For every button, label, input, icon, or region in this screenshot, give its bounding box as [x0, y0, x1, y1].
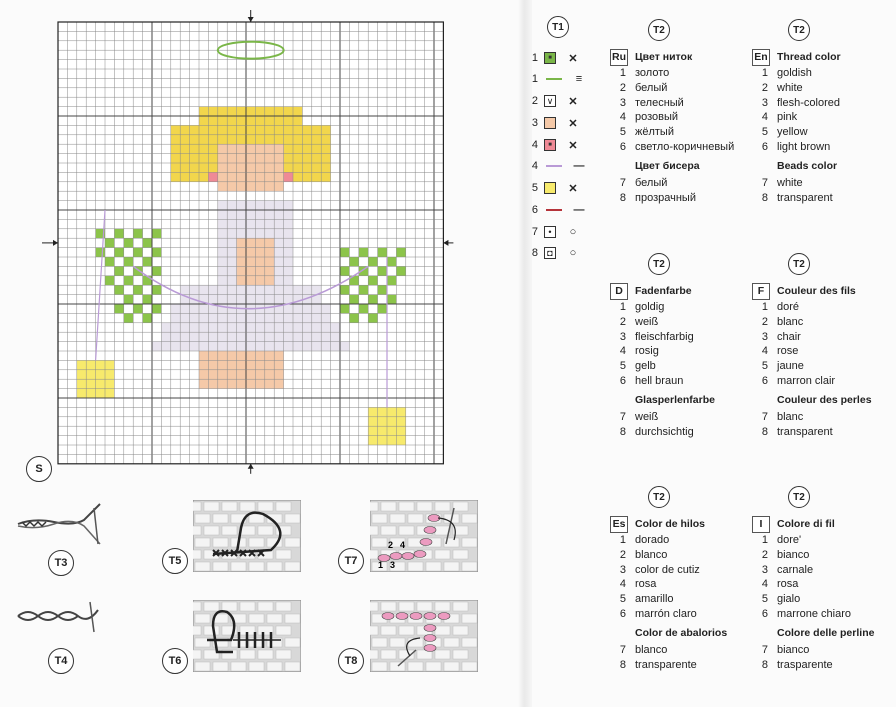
thread-row [610, 533, 727, 548]
thread-number: 5 [619, 126, 626, 139]
key-row [528, 93, 598, 109]
key-row [528, 137, 598, 153]
stitch-type-icon: ✕ [568, 95, 578, 108]
bead-row [610, 191, 734, 206]
key-row [528, 224, 598, 240]
language-code: I [752, 516, 770, 533]
key-header-badge: T1 [547, 16, 569, 38]
key-number: 7 [531, 226, 538, 238]
t6-illustration [193, 600, 301, 672]
stitch-type-icon: ✕ [568, 52, 578, 65]
thread-name: color de cutiz [635, 563, 700, 576]
key-row [528, 71, 598, 87]
t3-illustration [14, 500, 104, 548]
stitch-type-icon: ✕ [568, 139, 578, 152]
thread-name: bianco [777, 549, 810, 562]
thread-number: 6 [761, 140, 768, 153]
thread-name: doré [777, 301, 800, 314]
thread-name: rosa [635, 578, 657, 591]
bead-number: 8 [619, 426, 626, 439]
bead-row [610, 658, 727, 673]
color-swatch: ∨ [544, 95, 556, 107]
bead-number: 7 [761, 411, 768, 424]
bead-name: прозрачный [635, 192, 696, 205]
thread-number: 5 [761, 360, 768, 373]
key-number: 6 [531, 204, 538, 216]
t7-step-number: 3 [390, 560, 396, 570]
beads-color-title: Beads color [777, 160, 838, 173]
t7-step-number: 2 [388, 540, 394, 550]
thread-name: blanc [777, 316, 804, 329]
bead-number: 8 [761, 426, 768, 439]
thread-name: chair [777, 330, 801, 343]
bead-row [752, 176, 841, 191]
thread-number: 4 [619, 578, 626, 591]
thread-name: белый [635, 82, 668, 95]
thread-number: 5 [761, 126, 768, 139]
thread-row [610, 373, 715, 388]
thread-name: jaune [777, 360, 804, 373]
thread-row [752, 373, 872, 388]
thread-row [752, 110, 841, 125]
bead-number: 8 [619, 192, 626, 205]
language-code: Es [610, 516, 628, 533]
thread-name: gialo [777, 593, 801, 606]
language-block [752, 48, 841, 206]
thread-number: 1 [619, 301, 626, 314]
beads-color-title: Цвет бисера [635, 160, 700, 173]
thread-name: marrón claro [635, 607, 697, 620]
language-header [752, 48, 841, 66]
thread-number: 3 [619, 96, 626, 109]
language-block [752, 515, 874, 673]
thread-number: 2 [761, 549, 768, 562]
bead-name: transparente [635, 659, 697, 672]
thread-name: weiß [635, 316, 659, 329]
key-number: 1 [531, 52, 538, 64]
thread-name: dorado [635, 534, 670, 547]
thread-name: white [777, 82, 803, 95]
key-number: 8 [531, 247, 538, 259]
key-number: 3 [531, 117, 538, 129]
bead-number: 7 [619, 644, 626, 657]
color-swatch: • [544, 226, 556, 238]
bead-row [752, 191, 841, 206]
thread-row [610, 329, 715, 344]
key-row [528, 202, 598, 218]
t4-badge: T4 [48, 648, 74, 674]
thread-row [752, 562, 874, 577]
thread-row [610, 592, 727, 607]
thread-row [752, 344, 872, 359]
thread-color-title: Fadenfarbe [635, 285, 692, 297]
language-code: Ru [610, 49, 628, 66]
key-number: 4 [531, 160, 538, 172]
thread-row [610, 300, 715, 315]
thread-number: 3 [761, 330, 768, 343]
thread-row [610, 66, 734, 81]
thread-number: 2 [761, 316, 768, 329]
language-code: F [752, 283, 770, 300]
thread-name: rosa [777, 578, 799, 591]
t5-illustration [193, 500, 301, 572]
t4-illustration [14, 596, 104, 636]
color-swatch [544, 117, 556, 129]
thread-row [610, 315, 715, 330]
bead-name: blanco [635, 644, 668, 657]
bead-row [752, 425, 872, 440]
thread-name: goldish [777, 67, 812, 80]
bead-number: 8 [619, 659, 626, 672]
thread-name: marron clair [777, 374, 836, 387]
stitch-type-icon: ≡ [575, 73, 583, 85]
thread-number: 4 [761, 111, 768, 124]
thread-number: 3 [761, 563, 768, 576]
thread-row [752, 577, 874, 592]
thread-name: светло-коричневый [635, 140, 735, 153]
backstitch-line-swatch [546, 78, 562, 80]
thread-name: flesh-colored [777, 96, 840, 109]
thread-row [752, 329, 872, 344]
thread-name: blanco [635, 549, 668, 562]
thread-color-title: Thread color [777, 51, 841, 63]
t7-badge: T7 [338, 548, 364, 574]
chart-badge: S [26, 456, 52, 482]
thread-number: 3 [761, 96, 768, 109]
thread-name: hell braun [635, 374, 684, 387]
bead-row [752, 643, 874, 658]
thread-name: телесный [635, 96, 684, 109]
bead-row [610, 643, 727, 658]
stitch-type-icon: — [573, 160, 585, 172]
key-row [528, 158, 598, 174]
thread-number: 5 [619, 360, 626, 373]
language-header [752, 515, 874, 533]
thread-number: 6 [761, 607, 768, 620]
t2-badge-fr: T2 [788, 253, 810, 275]
key-number: 4 [531, 139, 538, 151]
thread-color-title: Colore di fil [777, 518, 835, 530]
thread-row [752, 592, 874, 607]
thread-name: розовый [635, 111, 679, 124]
thread-number: 6 [761, 374, 768, 387]
stitch-type-icon: ○ [569, 247, 577, 259]
thread-row [610, 139, 734, 154]
color-swatch: ■ [544, 139, 556, 151]
t2-badge-en: T2 [788, 19, 810, 41]
thread-number: 4 [761, 345, 768, 358]
chart-grid [42, 10, 470, 488]
backstitch-line-swatch [546, 209, 562, 211]
thread-row [752, 139, 841, 154]
color-swatch: ■ [544, 52, 556, 64]
language-block [610, 515, 727, 673]
thread-name: fleischfarbig [635, 330, 694, 343]
color-swatch: ◘ [544, 247, 556, 259]
thread-name: жёлтый [635, 126, 674, 139]
thread-row [610, 606, 727, 621]
stitch-type-icon: ✕ [568, 117, 578, 130]
bead-number: 8 [761, 192, 768, 205]
thread-number: 6 [619, 607, 626, 620]
key-number: 1 [531, 73, 538, 85]
bead-name: transparent [777, 426, 833, 439]
thread-row [752, 125, 841, 140]
stitch-type-icon: — [573, 204, 585, 216]
stitch-type-icon: ✕ [568, 182, 578, 195]
thread-row [610, 81, 734, 96]
beads-color-title: Glasperlenfarbe [635, 394, 715, 407]
language-block [610, 48, 734, 206]
thread-row [752, 81, 841, 96]
thread-row [752, 606, 874, 621]
key-number: 5 [531, 182, 538, 194]
thread-number: 4 [761, 578, 768, 591]
thread-name: dore' [777, 534, 802, 547]
thread-row [752, 533, 874, 548]
bead-name: transparent [777, 192, 833, 205]
bead-name: white [777, 177, 803, 190]
thread-name: pink [777, 111, 798, 124]
thread-number: 2 [761, 82, 768, 95]
bead-row [752, 658, 874, 673]
thread-name: gelb [635, 360, 656, 373]
thread-number: 4 [619, 111, 626, 124]
thread-number: 2 [619, 549, 626, 562]
thread-row [752, 300, 872, 315]
thread-row [610, 95, 734, 110]
thread-name: rose [777, 345, 799, 358]
thread-color-title: Цвет ниток [635, 51, 693, 63]
thread-number: 6 [619, 374, 626, 387]
thread-number: 5 [761, 593, 768, 606]
bead-name: trasparente [777, 659, 833, 672]
key-row [528, 115, 598, 131]
thread-number: 1 [619, 534, 626, 547]
bead-row [610, 425, 715, 440]
thread-number: 2 [619, 82, 626, 95]
key-number: 2 [531, 95, 538, 107]
thread-name: yellow [777, 126, 808, 139]
beads-color-title: Colore delle perline [777, 627, 875, 640]
t2-badge-it: T2 [788, 486, 810, 508]
thread-row [752, 548, 874, 563]
language-block [610, 282, 715, 440]
bead-number: 7 [761, 644, 768, 657]
thread-number: 5 [619, 593, 626, 606]
thread-number: 1 [619, 67, 626, 80]
thread-row [610, 359, 715, 374]
thread-row [610, 548, 727, 563]
t2-badge-ru: T2 [648, 19, 670, 41]
t2-badge-de: T2 [648, 253, 670, 275]
thread-name: rosig [635, 345, 659, 358]
t2-badge-es: T2 [648, 486, 670, 508]
beads-color-title: Color de abalorios [635, 627, 728, 640]
language-code: D [610, 283, 628, 300]
thread-number: 2 [619, 316, 626, 329]
thread-name: goldig [635, 301, 665, 314]
beads-color-title: Couleur des perles [777, 394, 872, 407]
thread-color-title: Color de hilos [635, 518, 706, 530]
thread-row [752, 359, 872, 374]
bead-name: blanc [777, 411, 804, 424]
language-header [610, 282, 715, 300]
bead-number: 7 [761, 177, 768, 190]
thread-name: amarillo [635, 593, 674, 606]
bead-number: 8 [761, 659, 768, 672]
thread-row [752, 315, 872, 330]
thread-row [610, 125, 734, 140]
bead-name: белый [635, 177, 668, 190]
bead-row [610, 176, 734, 191]
thread-row [752, 66, 841, 81]
key-row [528, 180, 598, 196]
thread-row [610, 110, 734, 125]
cross-stitch-chart [42, 10, 470, 488]
t6-badge: T6 [162, 648, 188, 674]
thread-row [610, 577, 727, 592]
language-header [752, 282, 872, 300]
thread-name: light brown [777, 140, 831, 153]
thread-number: 3 [619, 330, 626, 343]
thread-name: carnale [777, 563, 814, 576]
thread-name: marrone chiaro [777, 607, 851, 620]
language-code: En [752, 49, 770, 66]
color-swatch [544, 182, 556, 194]
thread-number: 6 [619, 140, 626, 153]
thread-number: 1 [761, 534, 768, 547]
t7-step-number: 4 [400, 540, 406, 550]
bead-name: weiß [635, 411, 659, 424]
t5-badge: T5 [162, 548, 188, 574]
thread-number: 1 [761, 67, 768, 80]
thread-row [610, 344, 715, 359]
thread-row [752, 95, 841, 110]
t7-step-number: 1 [378, 560, 384, 570]
t3-badge: T3 [48, 550, 74, 576]
t8-badge: T8 [338, 648, 364, 674]
bead-row [752, 410, 872, 425]
bead-row [610, 410, 715, 425]
key-row [528, 245, 598, 261]
bead-number: 7 [619, 177, 626, 190]
bead-name: durchsichtig [635, 426, 694, 439]
thread-row [610, 562, 727, 577]
bead-name: bianco [777, 644, 810, 657]
thread-number: 3 [619, 563, 626, 576]
key-row [528, 50, 598, 66]
language-block [752, 282, 872, 440]
t8-illustration [370, 600, 478, 672]
thread-name: золото [635, 67, 670, 80]
thread-number: 1 [761, 301, 768, 314]
backstitch-line-swatch [546, 165, 562, 167]
language-header [610, 515, 727, 533]
language-header [610, 48, 734, 66]
stitch-type-icon: ○ [569, 226, 577, 238]
bead-number: 7 [619, 411, 626, 424]
t7-illustration [370, 500, 478, 572]
thread-number: 4 [619, 345, 626, 358]
thread-color-title: Couleur des fils [777, 285, 856, 297]
